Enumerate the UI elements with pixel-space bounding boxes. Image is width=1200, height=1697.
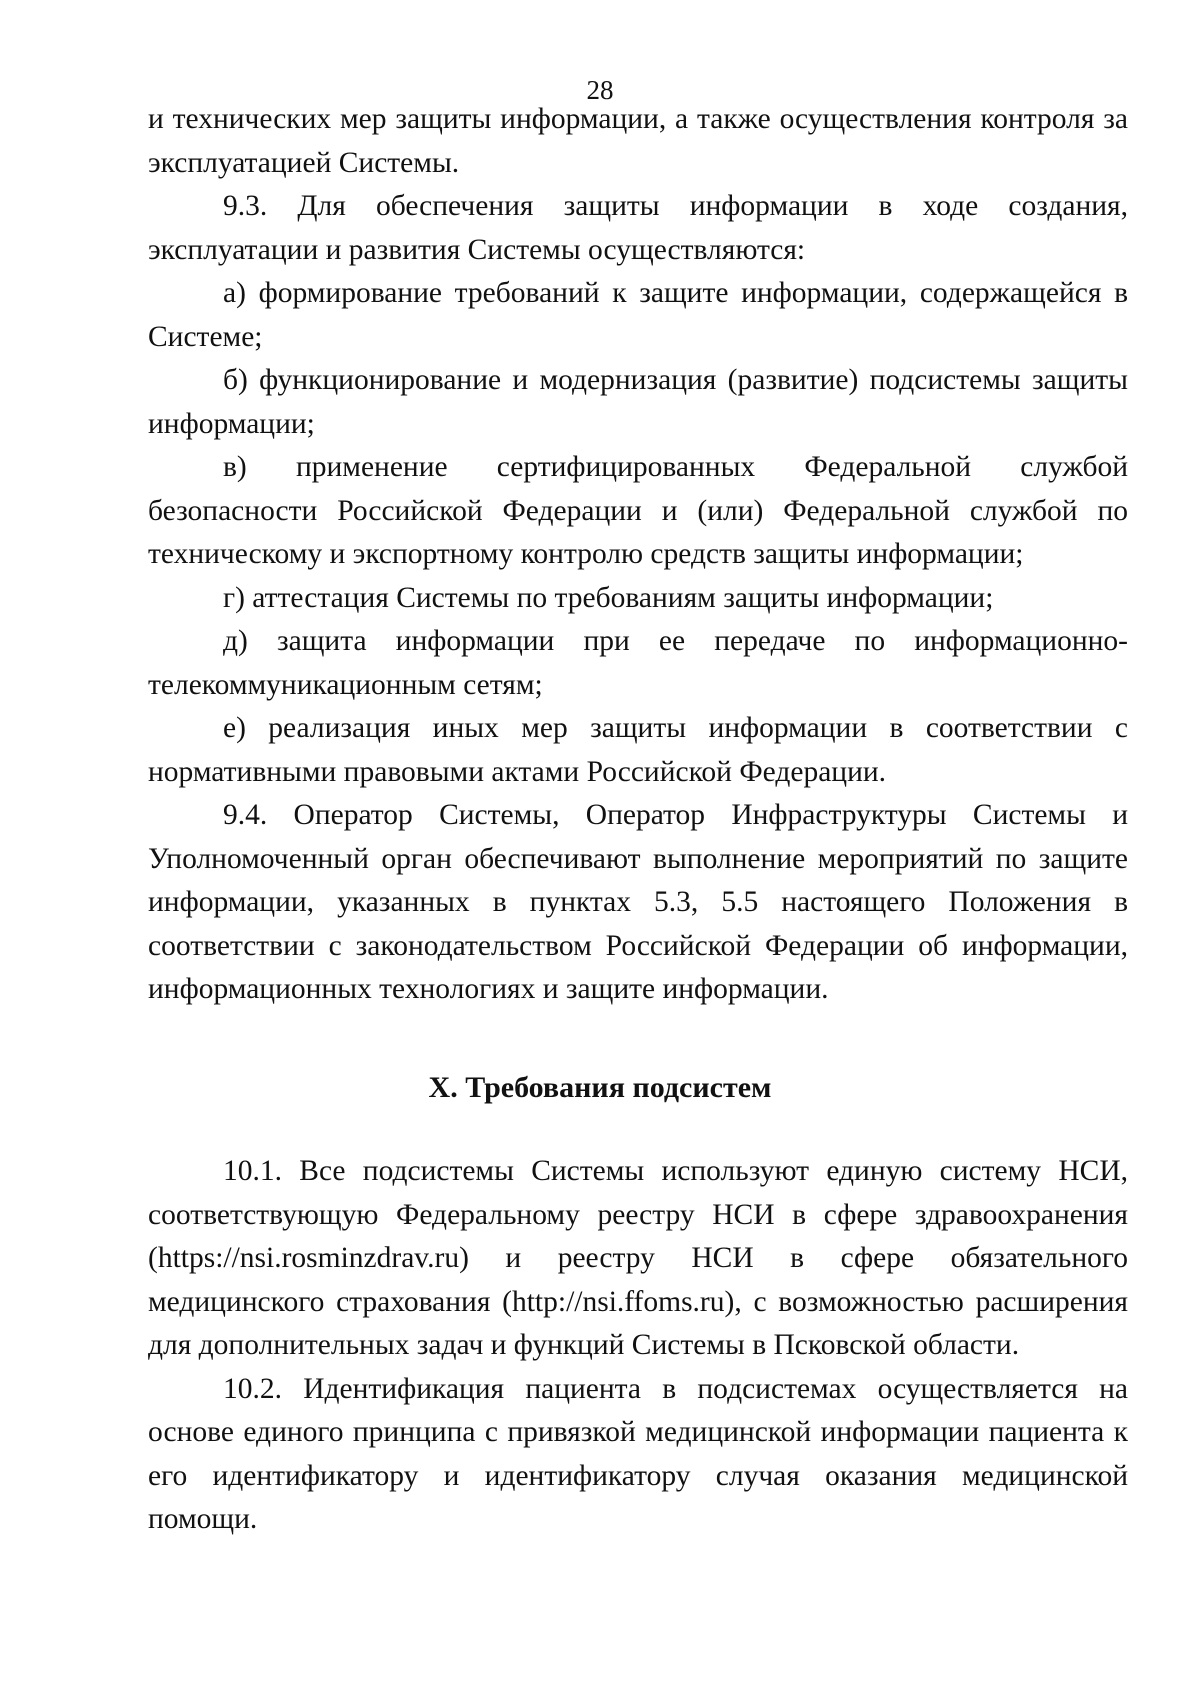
section-10-heading: X. Требования подсистем <box>428 1071 772 1104</box>
list-item-g: г) аттестация Системы по требованиям защиты информации; <box>223 581 994 614</box>
paragraph-9-3: 9.3. Для обеспечения защиты информации в ходе создания, эксплуатации и развития Системы осуществляются: <box>148 190 1128 266</box>
paragraph-10-1: 10.1. Все подсистемы Системы используют единую систему НСИ, соответствующую Федеральному реестру НСИ в сфере здравоохранения (https://nsi.rosminzdrav.ru) и реестру НСИ в сфере обязательного медицинского страхования (http://nsi.ffoms.ru), с возможностью расширения для дополнительных задач и функций Системы в Псковской области. <box>148 1155 1128 1361</box>
paragraph-9-4: 9.4. Оператор Системы, Оператор Инфраструктуры Системы и Уполномоченный орган обеспечивают выполнение мероприятий по защите информации, указанных в пунктах 5.3, 5.5 настоящего Положения в соответствии с законодательством Российской Федерации об информации, информационных технологиях и защите информации. <box>148 799 1128 1005</box>
list-item-a: а) формирование требований к защите информации, содержащейся в Системе; <box>148 277 1128 353</box>
list-item-e: е) реализация иных мер защиты информации в соответствии с нормативными правовыми актами Российской Федерации. <box>148 712 1128 788</box>
section-10-text <box>148 1150 1128 1542</box>
list-item-v: в) применение сертифицированных Федеральной службой безопасности Российской Федерации и (или) Федеральной службой по техническому и экспортному контролю средств защиты информации; <box>148 451 1128 570</box>
page-number: 28 <box>586 75 614 105</box>
section-9-text <box>148 98 1128 1012</box>
paragraph-10-2: 10.2. Идентификация пациента в подсистемах осуществляется на основе единого принципа с привязкой медицинской информации пациента к его идентификатору и идентификатору случая оказания медицинской помощи. <box>148 1372 1128 1535</box>
paragraph-continuation: и технических мер защиты информации, а также осуществления контроля за эксплуатацией Системы. <box>148 103 1128 179</box>
list-item-d: д) защита информации при ее передаче по информационно-телекоммуникационным сетям; <box>148 625 1128 701</box>
list-item-b: б) функционирование и модернизация (развитие) подсистемы защиты информации; <box>148 364 1128 440</box>
